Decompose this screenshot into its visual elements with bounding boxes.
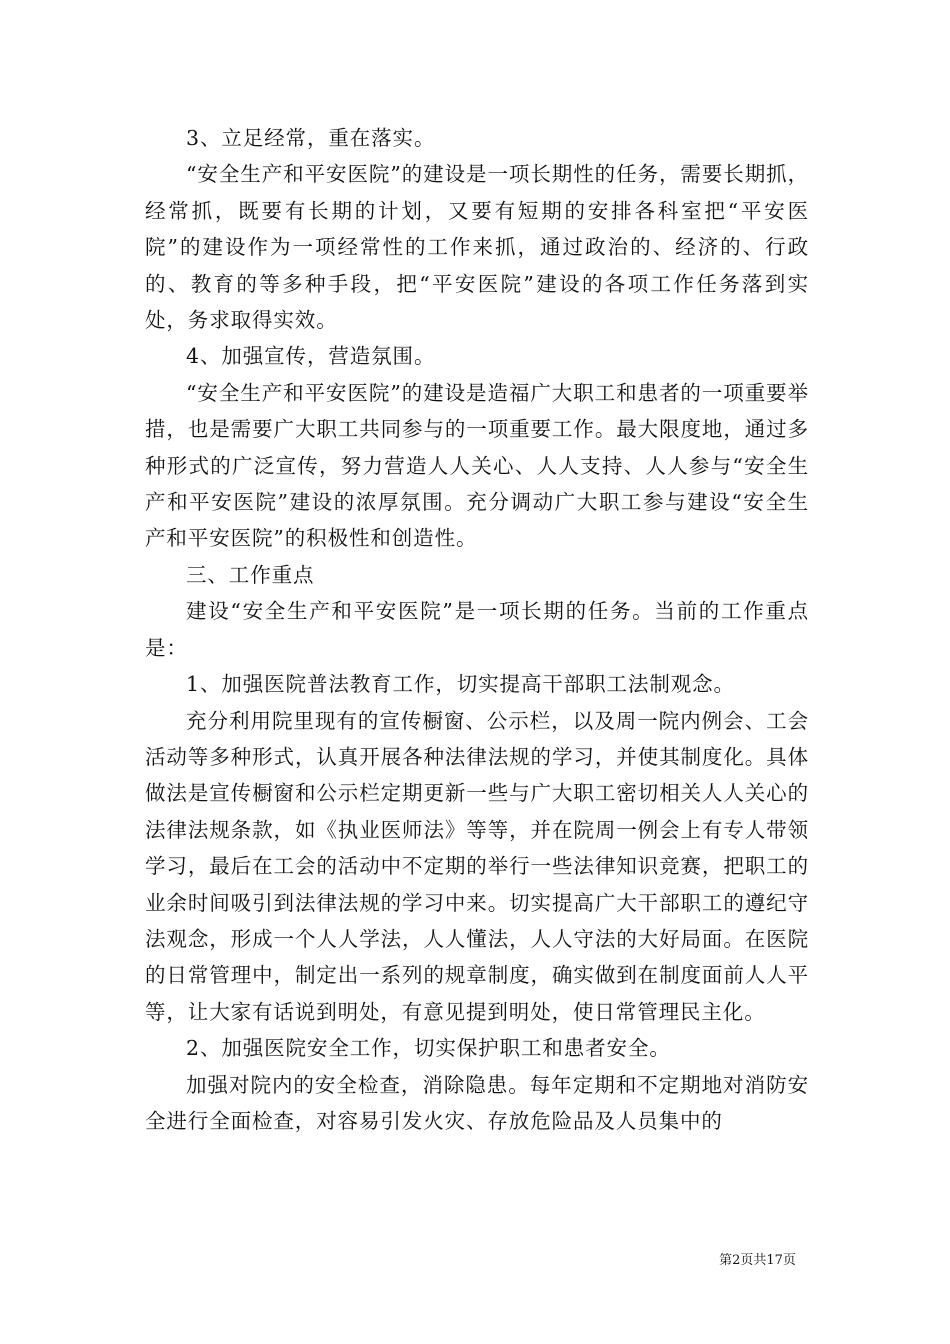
paragraph-heading-3: 3、立足经常，重在落实。 bbox=[186, 126, 436, 150]
section-heading-work-focus: 三、工作重点 bbox=[186, 562, 315, 587]
paragraph-heading-4: 4、加强宣传，营造氛围。 bbox=[186, 344, 436, 369]
paragraph: 加强对院内的安全检查，消除隐患。每年定期和不定期地对消防安全进行全面检查，对容易引发火灾、存放危险品及人员集中的 bbox=[145, 1072, 809, 1133]
paragraph: “安全生产和平安医院”的建设是一项长期性的任务，需要长期抓，经常抓，既要有长期的计划，又要有短期的安排各科室把“平安医院”的建设作为一项经常性的工作来抓，通过政治的、经济的、行政的、教育的等多种手段，把“平安医院”建设的各项工作任务落到实处，务求取得实效。 bbox=[145, 162, 809, 333]
paragraph-heading-2: 2、加强医院安全工作，切实保护职工和患者安全。 bbox=[186, 1036, 671, 1061]
paragraph: 充分利用院里现有的宣传橱窗、公示栏，以及周一院内例会、工会活动等多种形式，认真开展各种法律法规的学习，并使其制度化。具体做法是宣传橱窗和公示栏定期更新一些与广大职工密切相关人人关心的法律法规条款，如《执业医师法》等等，并在院周一例会上有专人带领学习，最后在工会的活动中不定期的举行一些法律知识竞赛，把职工的业余时间吸引到法律法规的学习中来。切实提高广大干部职工的遵纪守法观念，形成一个人人学法，人人懂法，人人守法的大好局面。在医院的日常管理中，制定出一系列的规章制度，确实做到在制度面前人人平等，让大家有话说到明处，有意见提到明处，使日常管理民主化。 bbox=[145, 708, 809, 1024]
page-number: 第2页共17页 bbox=[719, 1253, 796, 1268]
page-footer bbox=[0, 1249, 950, 1268]
document-body bbox=[145, 120, 809, 1139]
paragraph: 建设“安全生产和平安医院”是一项长期的任务。当前的工作重点是： bbox=[145, 599, 809, 660]
paragraph: “安全生产和平安医院”的建设是造福广大职工和患者的一项重要举措，也是需要广大职工共同参与的一项重要工作。最大限度地，通过多种形式的广泛宣传，努力营造人人关心、人人支持、人人参与“安全生产和平安医院”建设的浓厚氛围。充分调动广大职工参与建设“安全生产和平安医院”的积极性和创造性。 bbox=[145, 380, 809, 551]
paragraph-heading-1: 1、加强医院普法教育工作，切实提高干部职工法制观念。 bbox=[186, 672, 735, 697]
